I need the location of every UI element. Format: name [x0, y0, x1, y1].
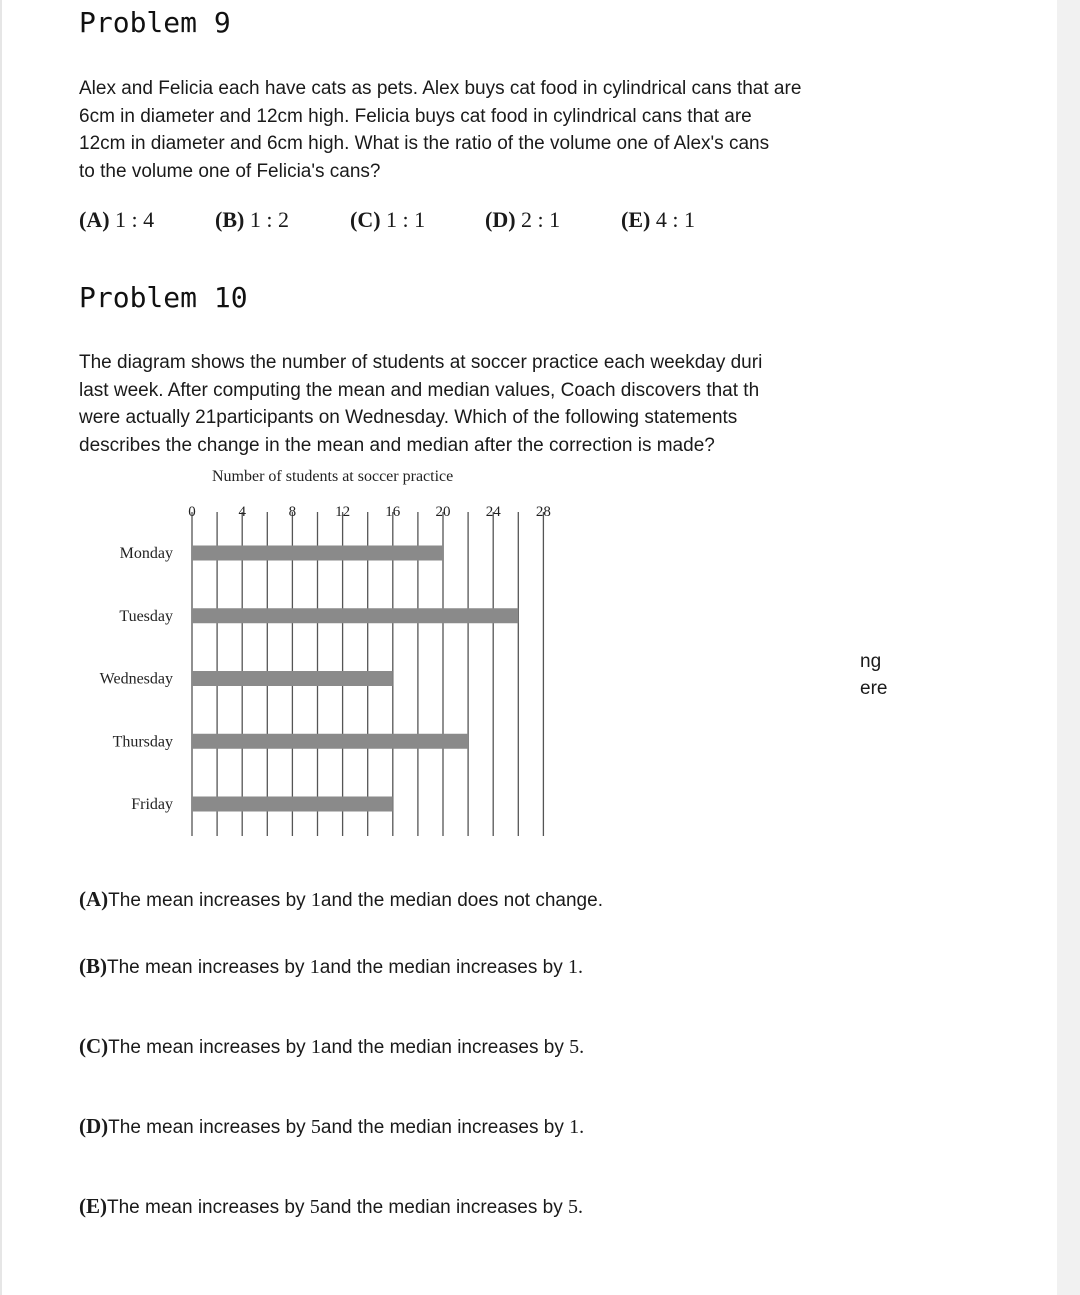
problem-9-choice-d[interactable]: (D) 2 : 1	[485, 207, 561, 232]
problem-10-choice-e[interactable]: (E)The mean increases by 5and the median increases by 5.	[79, 1194, 583, 1218]
problem-10-text	[79, 349, 762, 459]
x-tick-label: 12	[335, 504, 351, 520]
category-label: Wednesday	[99, 670, 173, 688]
side-fragment: ng	[860, 651, 882, 672]
bar	[192, 546, 443, 561]
problem-9-choice-a[interactable]: (A) 1 : 4	[79, 207, 155, 232]
problem-10-line: last week. After computing the mean and median values, Coach discovers that th	[79, 379, 760, 401]
problem-9-line: 12cm in diameter and 6cm high. What is the ratio of the volume one of Alex's cans	[79, 133, 770, 154]
problem-10-choice-a[interactable]: (A)The mean increases by 1and the median does not change.	[79, 887, 603, 911]
side-fragment: ere	[860, 678, 888, 699]
problem-9-heading: Problem 9	[79, 6, 231, 39]
problem-9-choices	[79, 207, 779, 237]
category-label: Tuesday	[119, 607, 173, 625]
x-tick-label: 8	[288, 504, 297, 520]
problem-9-choice-c[interactable]: (C) 1 : 1	[350, 207, 426, 232]
bar	[192, 797, 393, 812]
problem-10-choice-c[interactable]: (C)The mean increases by 1and the median increases by 5.	[79, 1034, 585, 1058]
x-tick-label: 16	[385, 504, 401, 520]
x-tick-label: 28	[535, 504, 551, 520]
x-tick-label: 0	[188, 504, 196, 520]
problem-10-line: describes the change in the mean and median after the correction is made?	[79, 434, 715, 456]
x-tick-label: 20	[435, 504, 451, 520]
problem-9-text	[79, 75, 801, 185]
bar	[192, 734, 468, 749]
chart-title: Number of students at soccer practice	[212, 468, 454, 485]
problem-10-choice-d[interactable]: (D)The mean increases by 5and the median increases by 1.	[79, 1114, 585, 1138]
bar	[192, 608, 518, 623]
problem-9-choice-b[interactable]: (B) 1 : 2	[215, 207, 289, 232]
x-tick-label: 24	[485, 504, 501, 520]
problem-10-heading: Problem 10	[79, 281, 248, 314]
category-label: Friday	[131, 796, 173, 813]
problem-10-choice-b[interactable]: (B)The mean increases by 1and the median increases by 1.	[79, 954, 583, 978]
category-label: Thursday	[112, 733, 173, 751]
bar-chart	[0, 490, 620, 850]
category-label: Monday	[119, 545, 173, 562]
page-margin-strip	[1057, 0, 1080, 1295]
problem-10-line: The diagram shows the number of students at soccer practice each weekday duri	[79, 352, 763, 373]
problem-9-choice-e[interactable]: (E) 4 : 1	[621, 207, 695, 232]
bar	[192, 671, 393, 686]
x-tick-label: 4	[238, 504, 246, 520]
problem-9-line: 6cm in diameter and 12cm high. Felicia buys cat food in cylindrical cans that are	[79, 105, 752, 127]
problem-9-line: to the volume one of Felicia's cans?	[79, 160, 381, 182]
problem-9-line: Alex and Felicia each have cats as pets. Alex buys cat food in cylindrical cans that are	[79, 78, 802, 99]
problem-10-line: were actually 21participants on Wednesday. Which of the following statements	[79, 407, 738, 428]
